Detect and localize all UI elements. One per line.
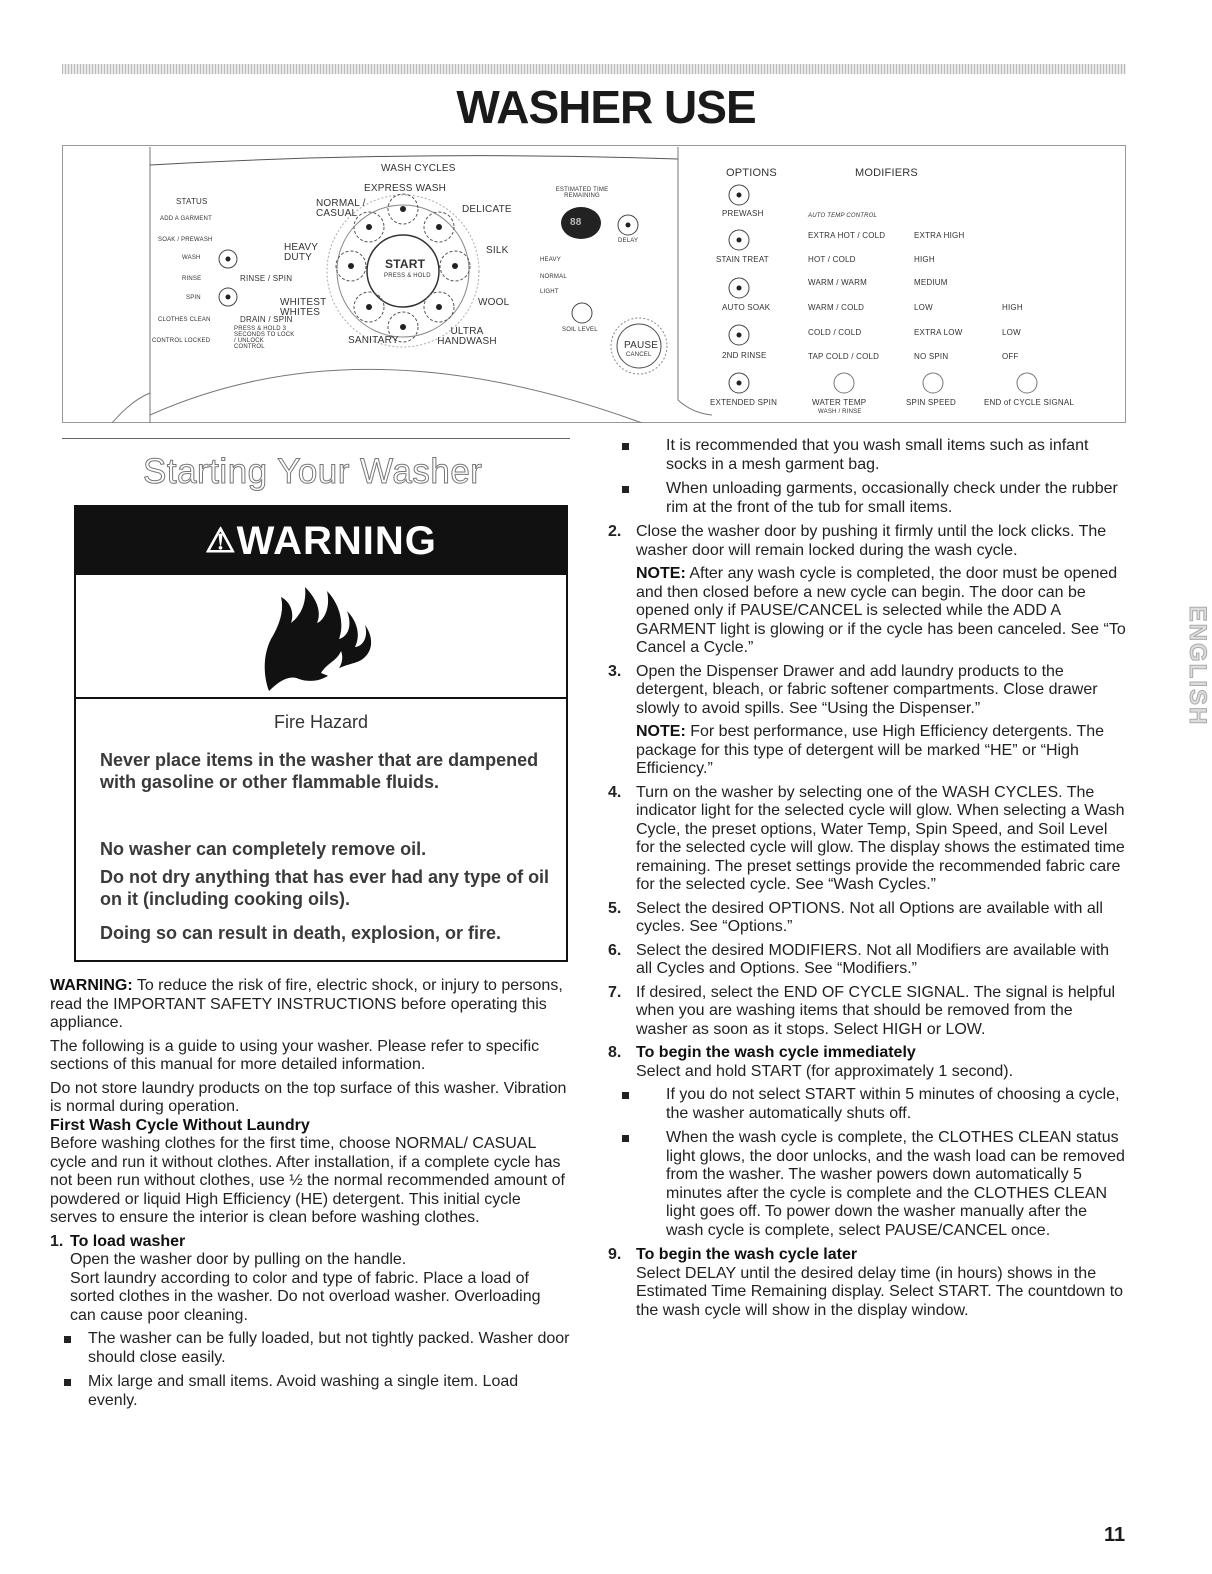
step-7-text: If desired, select the END OF CYCLE SIGNAL. The signal is helpful when you are washing items that should be removed from the washer as soon as it stops. Select HIGH or LOW. xyxy=(636,983,1116,1038)
step-9 xyxy=(608,1246,1128,1320)
temp-tap-cold-cold: TAP COLD / COLD xyxy=(808,352,880,361)
step-5-text: Select the desired OPTIONS. Not all Options are available with all cycles. See “Options.” xyxy=(636,899,1103,935)
control-panel-illustration xyxy=(62,145,1126,423)
spin-low: LOW xyxy=(914,303,933,312)
page-number: 11 xyxy=(1104,1524,1126,1546)
left-column xyxy=(50,977,570,1416)
temp-cold-cold: COLD / COLD xyxy=(808,328,862,337)
option-prewash: PREWASH xyxy=(722,209,764,218)
warning-triangle-icon: ⚠ xyxy=(205,522,237,560)
warning-heading: WARNING xyxy=(236,519,437,563)
step-9-heading: To begin the wash cycle later xyxy=(636,1246,858,1263)
fire-hazard-title: Fire Hazard xyxy=(273,712,369,732)
delay-label: DELAY xyxy=(618,238,639,244)
status-add-garment: ADD A GARMENT xyxy=(160,216,212,222)
cancel-label[interactable]: CANCEL xyxy=(626,352,652,358)
auto-temp-control: AUTO TEMP CONTROL xyxy=(808,213,878,219)
spin-extra-high: EXTRA HIGH xyxy=(914,231,965,240)
signal-off: OFF xyxy=(1002,352,1019,361)
warning-line-4: Doing so can result in death, explosion, or fire. xyxy=(100,923,502,943)
cycle-delicate: DELICATE xyxy=(462,204,512,215)
step-2-number: 2. xyxy=(608,523,622,540)
step-7-number: 7. xyxy=(608,983,622,1001)
soil-heavy: HEAVY xyxy=(540,257,561,263)
step-6 xyxy=(608,942,1128,979)
step-1-number: 1. xyxy=(50,1232,64,1250)
status-header: STATUS xyxy=(176,197,208,206)
step-9-number: 9. xyxy=(608,1246,622,1263)
unloading-bullet: When unloading garments, occasionally check under the rubber rim at the front of the tub for small items. xyxy=(608,480,1128,517)
step-2-note: NOTE: After any wash cycle is completed, the door must be opened and then closed before a new cycle can begin. The door can be opened only if PAUSE/CANCEL is selected while the ADD A GARMENT light is glowing or if the cycle has been canceled. See “To Cancel a Cycle.” xyxy=(636,565,1126,656)
step-1 xyxy=(50,1233,570,1326)
temp-warm-warm: WARM / WARM xyxy=(808,278,867,287)
soil-light: LIGHT xyxy=(540,289,559,295)
warning-line-3: Do not dry anything that has ever had any type of oil on it (including cooking oils). xyxy=(100,867,550,909)
warning-label: WARNING: xyxy=(50,977,133,994)
warning-box xyxy=(74,505,568,962)
load-bullet-2: Mix large and small items. Avoid washing a single item. Load evenly. xyxy=(50,1373,570,1410)
top-rule xyxy=(62,64,1126,74)
step-7 xyxy=(608,984,1128,1040)
step-6-number: 6. xyxy=(608,941,622,959)
step-8-heading: To begin the wash cycle immediately xyxy=(636,1044,916,1061)
warning-line-1: Never place items in the washer that are dampened with gasoline or other flammable fluids. xyxy=(100,750,539,792)
warning-header xyxy=(76,507,566,575)
cycle-heavy-duty: HEAVY DUTY xyxy=(284,242,318,263)
option-auto-soak: AUTO SOAK xyxy=(722,303,771,312)
cycle-normal-casual: NORMAL / CASUAL xyxy=(316,198,366,219)
spin-high: HIGH xyxy=(914,255,935,264)
cycle-ultra-handwash: ULTRA HANDWASH xyxy=(437,326,497,347)
end-signal-label: END of CYCLE SIGNAL xyxy=(984,398,1075,407)
step-1-text-a: Open the washer door by pulling on the handle. xyxy=(70,1251,407,1268)
step-3-text: Open the Dispenser Drawer and add laundry products to the detergent, bleach, or fabric softener compartments. Close drawer slowly to avoid spills. See “Using the Dispenser.” xyxy=(636,662,1098,717)
language-tab xyxy=(1184,590,1210,740)
cycle-whitest-whites: WHITEST WHITES xyxy=(280,297,327,318)
step-5 xyxy=(608,900,1128,937)
status-wash: WASH xyxy=(182,255,201,261)
step-4-text: Turn on the washer by selecting one of the WASH CYCLES. The indicator light for the selected cycle will glow. When selecting a Wash Cycle, the preset options, Water Temp, Spin Speed, and Soil Level for the selected cycle will glow. The display shows the estimated time remaining. The preset settings provide the recommended fabric care for the selected cycle. See “Wash Cycles.” xyxy=(636,783,1125,893)
warning-line-2: No washer can completely remove oil. xyxy=(100,839,427,859)
option-stain-treat: STAIN TREAT xyxy=(716,255,769,264)
step-4 xyxy=(608,784,1128,895)
rinse-spin-label: RINSE / SPIN xyxy=(240,274,293,283)
modifiers-header: MODIFIERS xyxy=(855,167,918,179)
right-column xyxy=(608,437,1128,1325)
signal-low: LOW xyxy=(1002,328,1021,337)
lock-note: PRESS & HOLD 3 SECONDS TO LOCK / UNLOCK CONTROL xyxy=(234,326,295,350)
step-2 xyxy=(608,523,1128,658)
status-soak-prewash: SOAK / PREWASH xyxy=(158,237,213,243)
step-8-number: 8. xyxy=(608,1044,622,1061)
step-1-text-b: Sort laundry according to color and type of fabric. Place a load of sorted clothes in the washer. Do not overload washer. Overloading can cause poor cleaning. xyxy=(70,1269,541,1324)
water-temp-label: WATER TEMP xyxy=(812,398,867,407)
options-header: OPTIONS xyxy=(726,167,777,179)
section-rule xyxy=(62,438,570,439)
start-button[interactable]: START xyxy=(385,257,426,271)
soil-normal: NORMAL xyxy=(540,274,567,280)
step-5-number: 5. xyxy=(608,899,622,917)
step-3-number: 3. xyxy=(608,662,622,680)
spin-medium: MEDIUM xyxy=(914,278,948,287)
signal-high: HIGH xyxy=(1002,303,1023,312)
step-8-bullet-2: When the wash cycle is complete, the CLOTHES CLEAN status light glows, the door unlocks, and the wash load can be removed from the washer. The washer powers down automatically 5 minutes after the cycle is complete and the CLOTHES CLEAN light goes off. To power down the washer manually after the wash cycle is complete, select PAUSE/CANCEL once. xyxy=(608,1129,1128,1240)
small-items-bullet: It is recommended that you wash small items such as infant socks in a mesh garment bag. xyxy=(608,437,1128,474)
step-8-text: Select and hold START (for approximately 1 second). xyxy=(636,1062,1014,1080)
guide-paragraph: The following is a guide to using your washer. Please refer to specific sections of this manual for more detailed information. xyxy=(50,1037,540,1073)
status-clothes-clean: CLOTHES CLEAN xyxy=(158,317,211,323)
step-9-text: Select DELAY until the desired delay time (in hours) shows in the Estimated Time Remaining display. Select START. The countdown to the wash cycle will show in the display window. xyxy=(636,1264,1124,1319)
first-wash-text: Before washing clothes for the first time, choose NORMAL/ CASUAL cycle and run it without clothes. After installation, if a complete cycle has not been run without clothes, use ½ the normal recommended amount of powdered or liquid High Efficiency (HE) detergent. This initial cycle serves to ensure the interior is clean before washing clothes. xyxy=(50,1135,565,1226)
warning-text: To reduce the risk of fire, electric shock, or injury to persons, read the IMPORTANT SAFETY INSTRUCTIONS before operating this appliance. xyxy=(50,977,563,1031)
status-rinse: RINSE xyxy=(182,276,202,282)
cycle-silk: SILK xyxy=(486,245,509,256)
cycle-sanitary: SANITARY xyxy=(348,335,399,346)
cycle-wool: WOOL xyxy=(478,297,510,308)
language-tab-label: ENGLISH xyxy=(1184,605,1211,727)
start-sublabel: PRESS & HOLD xyxy=(384,273,431,279)
temp-extra-hot-cold: EXTRA HOT / COLD xyxy=(808,231,886,240)
step-4-number: 4. xyxy=(608,783,622,801)
time-display: 88 xyxy=(570,217,582,228)
step-1-heading: To load washer xyxy=(70,1232,186,1250)
first-wash-heading: First Wash Cycle Without Laundry xyxy=(50,1116,310,1134)
drain-spin-label: DRAIN / SPIN xyxy=(240,315,293,324)
status-control-locked: CONTROL LOCKED xyxy=(152,338,211,344)
fire-icon xyxy=(261,583,381,693)
est-time-label: ESTIMATED TIME REMAINING xyxy=(555,187,609,199)
status-spin: SPIN xyxy=(186,295,201,301)
page-title: WASHER USE xyxy=(456,81,756,133)
spin-no-spin: NO SPIN xyxy=(914,352,949,361)
warning-paragraph xyxy=(50,977,570,1033)
section-title: Starting Your Washer xyxy=(143,452,483,491)
temp-hot-cold: HOT / COLD xyxy=(808,255,856,264)
step-8 xyxy=(608,1044,1128,1081)
spin-speed-label: SPIN SPEED xyxy=(906,398,957,407)
load-bullet-1: The washer can be fully loaded, but not tightly packed. Washer door should close easily. xyxy=(50,1330,570,1367)
wash-cycles-header: WASH CYCLES xyxy=(381,163,456,174)
cycle-express-wash: EXPRESS WASH xyxy=(364,183,447,194)
water-temp-sublabel: WASH / RINSE xyxy=(818,409,862,415)
option-2nd-rinse: 2ND RINSE xyxy=(722,351,767,360)
soil-level-label: SOIL LEVEL xyxy=(562,327,598,333)
warning-divider xyxy=(76,697,566,699)
pause-label[interactable]: PAUSE xyxy=(624,340,659,351)
storage-paragraph: Do not store laundry products on the top surface of this washer. Vibration is normal during operation. xyxy=(50,1079,567,1115)
step-8-bullet-1: If you do not select START within 5 minutes of choosing a cycle, the washer automatically shuts off. xyxy=(608,1086,1128,1123)
option-extended-spin: EXTENDED SPIN xyxy=(710,398,778,407)
step-3-note: NOTE: For best performance, use High Efficiency detergents. The package for this type of detergent will be marked “HE” or “High Efficiency.” xyxy=(636,723,1105,777)
step-3 xyxy=(608,663,1128,779)
step-2-text: Close the washer door by pushing it firmly until the lock clicks. The washer door will remain locked during the wash cycle. xyxy=(636,523,1107,559)
temp-warm-cold: WARM / COLD xyxy=(808,303,865,312)
step-6-text: Select the desired MODIFIERS. Not all Modifiers are available with all Cycles and Options. See “Modifiers.” xyxy=(636,941,1110,977)
spin-extra-low: EXTRA LOW xyxy=(914,328,963,337)
